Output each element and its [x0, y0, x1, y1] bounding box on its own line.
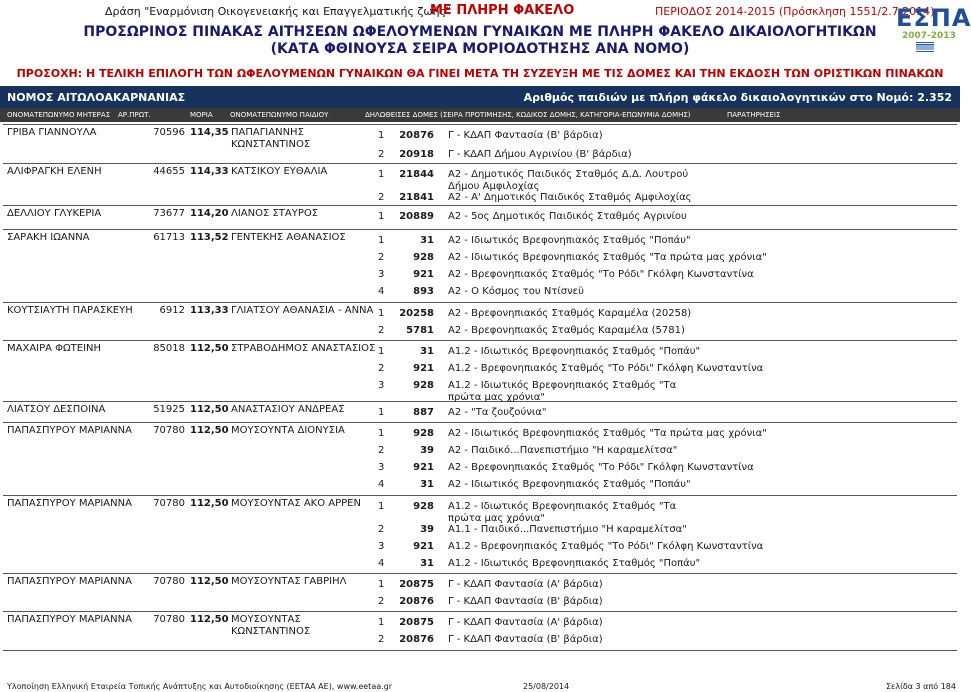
mother-name: ΛΙΑΤΣΟΥ ΔΕΣΠΟΙΝΑ — [7, 404, 106, 415]
preference-order: 2 — [378, 192, 385, 203]
row-separator — [3, 422, 957, 423]
period-label: ΠΕΡΙΟΔΟΣ 2014-2015 (Πρόσκληση 1551/2.7.2014) — [655, 5, 935, 18]
col-child: ΟΝΟΜΑΤΕΠΩΝΥΜΟ ΠΑΙΔΙΟΥ — [230, 111, 329, 119]
structure-name: Α2 - Παιδικό...Πανεπιστήμιο "Η καραμελίτσα" — [448, 445, 678, 456]
preference-order: 1 — [378, 308, 385, 319]
mother-name: ΑΛΙΦΡΑΓΚΗ ΕΛΕΝΗ — [7, 166, 102, 177]
row-separator — [3, 205, 957, 206]
child-name: ΠΑΠΑΓΙΑΝΝΗΣ ΚΩΝΣΤΑΝΤΙΝΟΣ — [231, 127, 311, 150]
protocol-number: 70780 — [153, 425, 185, 436]
child-name: ΚΑΤΣΙΚΟΥ ΕΥΘΑΛΙΑ — [231, 166, 328, 177]
child-name: ΓΕΝΤΕΚΗΣ ΑΘΑΝΑΣΙΟΣ — [231, 232, 346, 243]
row-separator — [3, 229, 957, 230]
structure-name: Α1.1 - Παιδικό...Πανεπιστήμιο "Η καραμελίτσα" — [448, 524, 687, 535]
preference-order: 1 — [378, 130, 385, 141]
preference-order: 3 — [378, 380, 385, 391]
structure-name: Α2 - "Τα ζουζούνια" — [448, 407, 547, 418]
structure-code: 893 — [413, 286, 434, 297]
preference-order: 1 — [378, 501, 385, 512]
structure-code: 31 — [420, 346, 434, 357]
preference-order: 1 — [378, 579, 385, 590]
structure-code: 39 — [420, 445, 434, 456]
protocol-number: 85018 — [153, 343, 185, 354]
col-mother: ΟΝΟΜΑΤΕΠΩΝΥΜΟ ΜΗΤΕΡΑΣ — [7, 111, 111, 119]
protocol-number: 6912 — [159, 305, 185, 316]
mother-name: ΜΑΧΑΙΡΑ ΦΩΤΕΙΝΗ — [7, 343, 102, 354]
protocol-number: 70780 — [153, 614, 185, 625]
structure-code: 20258 — [399, 308, 434, 319]
structure-code: 921 — [413, 269, 434, 280]
structure-name: Γ - ΚΔΑΠ Φαντασία (Β' βάρδια) — [448, 596, 603, 607]
structure-code: 928 — [413, 252, 434, 263]
structure-code: 20876 — [399, 634, 434, 645]
structure-name: Α1.2 - Ιδιωτικός Βρεφονηπιακός Σταθμός "Ποπάυ" — [448, 346, 701, 357]
protocol-number: 61713 — [153, 232, 185, 243]
structure-code: 20889 — [399, 211, 434, 222]
row-separator — [3, 650, 957, 651]
structure-name: Γ - ΚΔΑΠ Δήμου Αγρινίου (Β' βάρδια) — [448, 149, 632, 160]
structure-name: Α2 - Ιδιωτικός Βρεφονηπιακός Σταθμός "Τα πρώτα μας χρόνια" — [448, 428, 767, 439]
footer-org: Υλοποίηση Ελληνική Εταιρεία Τοπικής Ανάπτυξης και Αυτοδιοίκησης (ΕΕΤΑΑ ΑΕ), www.eetaa.gr — [7, 682, 393, 691]
structure-code: 31 — [420, 558, 434, 569]
preference-order: 4 — [378, 479, 385, 490]
structure-code: 928 — [413, 380, 434, 391]
structure-name: Α2 - Βρεφονηπιακός Σταθμός Καραμέλα (20258) — [448, 308, 692, 319]
structure-name: Γ - ΚΔΑΠ Φαντασία (Α' βάρδια) — [448, 617, 603, 628]
structure-code: 20876 — [399, 130, 434, 141]
structure-code: 921 — [413, 462, 434, 473]
mother-name: ΓΡΙΒΑ ΓΙΑΝΝΟΥΛΑ — [7, 127, 97, 138]
preference-order: 1 — [378, 211, 385, 222]
points-value: 114,33 — [190, 166, 229, 177]
mother-name: ΠΑΠΑΣΠΥΡΟΥ ΜΑΡΙΑΝΝΑ — [7, 425, 132, 436]
protocol-number: 73677 — [153, 208, 185, 219]
protocol-number: 70596 — [153, 127, 185, 138]
table-header — [0, 108, 960, 122]
structure-code: 31 — [420, 479, 434, 490]
notice-text: ΠΡΟΣΟΧΗ: Η ΤΕΛΙΚΗ ΕΠΙΛΟΓΗ ΤΩΝ ΩΦΕΛΟΥΜΕΝΩΝ ΓΥΝΑΙΚΩΝ ΘΑ ΓΙΝΕΙ ΜΕΤΑ ΤΗ ΣΥΖΕΥΞΗ ΜΕ ΤΙΣ ΔΟΜΕΣ ΚΑΙ ΤΗΝ ΕΚΔΟΣΗ ΤΩΝ ΟΡΙΣΤΙΚΩΝ ΠΙΝΑΚΩΝ — [16, 67, 944, 80]
preference-order: 2 — [378, 149, 385, 160]
preference-order: 1 — [378, 617, 385, 628]
points-value: 112,50 — [190, 343, 229, 354]
structure-name: Α1.2 - Ιδιωτικός Βρεφονηπιακός Σταθμός "Τα πρώτα μας χρόνια" — [448, 380, 677, 403]
structure-code: 20918 — [399, 149, 434, 160]
preference-order: 1 — [378, 428, 385, 439]
row-separator — [3, 340, 957, 341]
child-name: ΜΟΥΣΟΥΝΤΑΣ ΑΚΟ ΑΡΡΕΝ — [231, 498, 361, 509]
structure-name: Α2 - Ιδιωτικός Βρεφονηπιακός Σταθμός "Τα πρώτα μας χρόνια" — [448, 252, 767, 263]
points-value: 114,20 — [190, 208, 229, 219]
child-name: ΜΟΥΣΟΥΝΤΑΣ ΓΑΒΡΙΗΛ — [231, 576, 347, 587]
preference-order: 1 — [378, 235, 385, 246]
row-separator — [3, 495, 957, 496]
footer-date: 25/08/2014 — [523, 682, 570, 691]
footer-page: Σελίδα 3 από 184 — [886, 682, 956, 691]
preference-order: 4 — [378, 558, 385, 569]
structure-code: 20876 — [399, 596, 434, 607]
structure-code: 921 — [413, 541, 434, 552]
row-separator — [3, 163, 957, 164]
espa-logo-word: ΕΣΠΑ — [896, 4, 971, 32]
preference-order: 4 — [378, 286, 385, 297]
preference-order: 2 — [378, 596, 385, 607]
structure-name: Α1.2 - Βρεφονηπιακός Σταθμός "Το Ρόδι" Γκόλφη Κωνσταντίνα — [448, 363, 764, 374]
child-name: ΓΛΙΑΤΣΟΥ ΑΘΑΝΑΣΙΑ - ΑΝΝΑ — [231, 305, 374, 316]
structure-code: 39 — [420, 524, 434, 535]
top-bar — [0, 0, 960, 20]
mother-name: ΠΑΠΑΣΠΥΡΟΥ ΜΑΡΙΑΝΝΑ — [7, 498, 132, 509]
preference-order: 1 — [378, 169, 385, 180]
mother-name: ΚΟΥΤΣΙΑΥΤΗ ΠΑΡΑΣΚΕΥΗ — [7, 305, 133, 316]
list-type: ΜΕ ΠΛΗΡΗ ΦΑΚΕΛΟ — [430, 3, 575, 18]
structure-code: 928 — [413, 501, 434, 512]
structure-name: Α2 - Βρεφονηπιακός Σταθμός "Το Ρόδι" Γκόλφη Κωνσταντίνα — [448, 462, 754, 473]
preference-order: 2 — [378, 363, 385, 374]
protocol-number: 70780 — [153, 576, 185, 587]
structure-name: Α1.2 - Ιδιωτικός Βρεφονηπιακός Σταθμός "Ποπάυ" — [448, 558, 701, 569]
col-notes: ΠΑΡΑΤΗΡΗΣΕΙΣ — [727, 111, 781, 119]
preference-order: 1 — [378, 407, 385, 418]
structure-code: 928 — [413, 428, 434, 439]
page-subtitle: (ΚΑΤΑ ΦΘΙΝΟΥΣΑ ΣΕΙΡΑ ΜΟΡΙΟΔΟΤΗΣΗΣ ΑΝΑ ΝΟΜΟ) — [270, 41, 690, 57]
preference-order: 3 — [378, 462, 385, 473]
mother-name: ΠΑΠΑΣΠΥΡΟΥ ΜΑΡΙΑΝΝΑ — [7, 576, 132, 587]
structure-code: 21841 — [399, 192, 434, 203]
children-count: Αριθμός παιδιών με πλήρη φάκελο δικαιολογητικών στο Νομό: 2.352 — [523, 91, 952, 104]
preference-order: 2 — [378, 634, 385, 645]
structure-code: 20875 — [399, 579, 434, 590]
preference-order: 2 — [378, 325, 385, 336]
structure-code: 887 — [413, 407, 434, 418]
col-points: ΜΟΡΙΑ — [190, 111, 213, 119]
structure-name: Γ - ΚΔΑΠ Φαντασία (Β' βάρδια) — [448, 634, 603, 645]
prefecture-name: ΝΟΜΟΣ ΑΙΤΩΛΟΑΚΑΡΝΑΝΙΑΣ — [7, 91, 186, 104]
child-name: ΜΟΥΣΟΥΝΤΑ ΔΙΟΝΥΣΙΑ — [231, 425, 345, 436]
structure-code: 20875 — [399, 617, 434, 628]
structure-name: Α2 - Δημοτικός Παιδικός Σταθμός Δ.Δ. Λουτρού Δήμου Αμφιλοχίας — [448, 169, 689, 192]
points-value: 112,50 — [190, 425, 229, 436]
preference-order: 2 — [378, 524, 385, 535]
points-value: 112,50 — [190, 404, 229, 415]
preference-order: 2 — [378, 445, 385, 456]
points-value: 112,50 — [190, 614, 229, 625]
espa-logo-years: 2007-2013 — [902, 31, 956, 41]
row-separator — [3, 124, 957, 125]
structure-code: 921 — [413, 363, 434, 374]
child-name: ΛΙΑΝΟΣ ΣΤΑΥΡΟΣ — [231, 208, 319, 219]
program-title: Δράση "Εναρμόνιση Οικογενειακής και Επαγγελματικής ζωής" — [105, 5, 452, 18]
row-separator — [3, 302, 957, 303]
mother-name: ΣΑΡΑΚΗ ΙΩΑΝΝΑ — [7, 232, 90, 243]
preference-order: 2 — [378, 252, 385, 263]
structure-name: Α2 - Βρεφονηπιακός Σταθμός "Το Ρόδι" Γκόλφη Κωνσταντίνα — [448, 269, 754, 280]
structure-name: Α2 - Βρεφονηπιακός Σταθμός Καραμέλα (5781) — [448, 325, 685, 336]
row-separator — [3, 573, 957, 574]
structure-name: Γ - ΚΔΑΠ Φαντασία (Α' βάρδια) — [448, 579, 603, 590]
points-value: 113,33 — [190, 305, 229, 316]
points-value: 113,52 — [190, 232, 229, 243]
structure-code: 5781 — [406, 325, 434, 336]
protocol-number: 51925 — [153, 404, 185, 415]
structure-name: Α2 - Ιδιωτικός Βρεφονηπιακός Σταθμός "Ποπάυ" — [448, 479, 691, 490]
points-value: 112,50 — [190, 576, 229, 587]
structure-code: 31 — [420, 235, 434, 246]
points-value: 112,50 — [190, 498, 229, 509]
structure-name: Α1.2 - Ιδιωτικός Βρεφονηπιακός Σταθμός "Τα πρώτα μας χρόνια" — [448, 501, 677, 524]
col-structures: ΔΗΛΩΘΕΙΣΕΣ ΔΟΜΕΣ (ΣΕΙΡΑ ΠΡΟΤΙΜΗΣΗΣ, ΚΩΔΙΚΟΣ ΔΟΜΗΣ, ΚΑΤΗΓΟΡΙΑ-ΕΠΩΝΥΜΙΑ ΔΟΜΗΣ) — [365, 111, 691, 119]
structure-name: Α2 - 5ος Δημοτικός Παιδικός Σταθμός Αγρινίου — [448, 211, 687, 222]
protocol-number: 44655 — [153, 166, 185, 177]
child-name: ΑΝΑΣΤΑΣΙΟΥ ΑΝΔΡΕΑΣ — [231, 404, 345, 415]
preference-order: 3 — [378, 541, 385, 552]
mother-name: ΠΑΠΑΣΠΥΡΟΥ ΜΑΡΙΑΝΝΑ — [7, 614, 132, 625]
structure-name: Α2 - Ιδιωτικός Βρεφονηπιακός Σταθμός "Ποπάυ" — [448, 235, 691, 246]
preference-order: 1 — [378, 346, 385, 357]
structure-name: Α2 - Ο Κόσμος του Ντίσνεϋ — [448, 286, 584, 297]
child-name: ΜΟΥΣΟΥΝΤΑΣ ΚΩΝΣΤΑΝΤΙΝΟΣ — [231, 614, 311, 637]
structure-name: Α2 - Α' Δημοτικός Παιδικός Σταθμός Αμφιλοχίας — [448, 192, 692, 203]
child-name: ΣΤΡΑΒΟΔΗΜΟΣ ΑΝΑΣΤΑΣΙΟΣ — [231, 343, 376, 354]
page-title: ΠΡΟΣΩΡΙΝΟΣ ΠΙΝΑΚΑΣ ΑΙΤΗΣΕΩΝ ΩΦΕΛΟΥΜΕΝΩΝ ΓΥΝΑΙΚΩΝ ΜΕ ΠΛΗΡΗ ΦΑΚΕΛΟ ΔΙΚΑΙΟΛΟΓΗΤΙΚΩΝ — [83, 24, 877, 40]
mother-name: ΔΕΛΛΙΟΥ ΓΛΥΚΕΡΙΑ — [7, 208, 102, 219]
structure-code: 21844 — [399, 169, 434, 180]
structure-name: Α1.2 - Βρεφονηπιακός Σταθμός "Το Ρόδι" Γκόλφη Κωνσταντίνα — [448, 541, 764, 552]
prefecture-bar — [0, 86, 960, 108]
preference-order: 3 — [378, 269, 385, 280]
protocol-number: 70780 — [153, 498, 185, 509]
row-separator — [3, 611, 957, 612]
col-protocol: ΑΡ.ΠΡΩΤ. — [118, 111, 151, 119]
points-value: 114,35 — [190, 127, 229, 138]
structure-name: Γ - ΚΔΑΠ Φαντασία (Β' βάρδια) — [448, 130, 603, 141]
